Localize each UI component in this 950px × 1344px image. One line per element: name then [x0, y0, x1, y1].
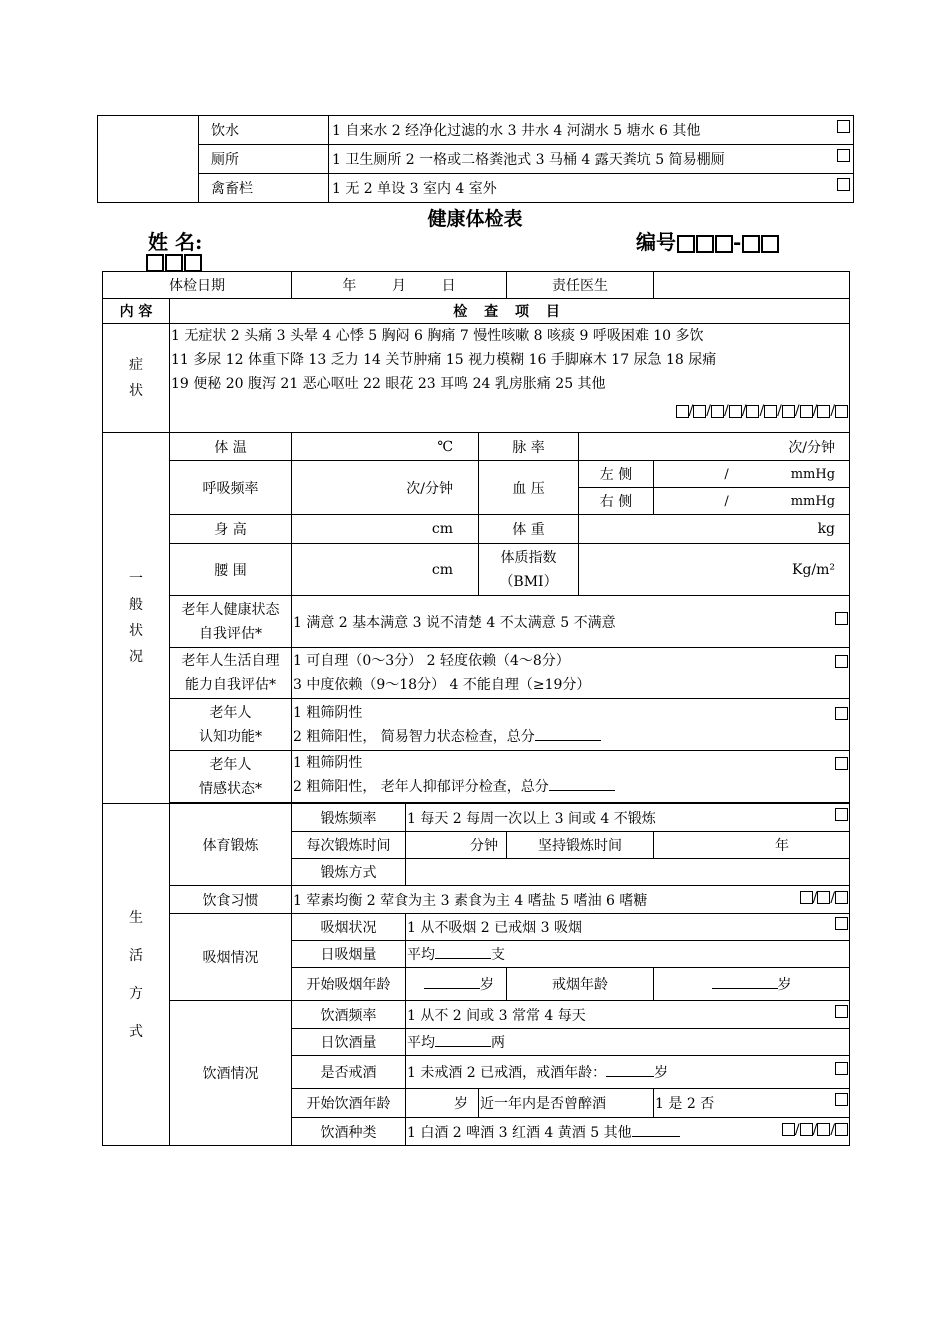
smoke-status-options[interactable]: 1 从不吸烟 2 已戒烟 3 吸烟 [406, 914, 850, 941]
living-conditions-table [97, 115, 854, 203]
checkbox[interactable] [835, 1005, 848, 1018]
bp-label: 血 压 [479, 461, 579, 515]
drink-type-label: 饮酒种类 [292, 1118, 406, 1146]
selfcare-label: 老年人生活自理 能力自我评估* [170, 648, 292, 699]
height-label: 身 高 [170, 515, 292, 544]
exercise-way-field[interactable] [406, 859, 850, 886]
waist-label: 腰 围 [170, 544, 292, 596]
checkbox[interactable] [835, 707, 848, 720]
pulse-label: 脉 率 [479, 433, 579, 461]
health-exam-table [102, 271, 850, 1146]
exam-date-field[interactable]: 年 月 日 [292, 272, 507, 299]
drink-freq-label: 饮酒频率 [292, 1001, 406, 1029]
resp-field[interactable]: 次/分钟 [292, 461, 479, 515]
water-label: 饮水 [199, 116, 329, 145]
weight-label: 体 重 [479, 515, 579, 544]
height-field[interactable]: cm [292, 515, 479, 544]
smoking-label: 吸烟情况 [170, 914, 292, 1001]
bp-left-field[interactable]: / mmHg [654, 461, 850, 488]
doctor-field[interactable] [654, 272, 850, 299]
drink-start-label: 开始饮酒年龄 [292, 1089, 406, 1118]
drunk-options[interactable]: 1 是 2 否 [654, 1089, 850, 1118]
exercise-time-field[interactable]: 分钟 [406, 832, 507, 859]
weight-field[interactable]: kg [579, 515, 850, 544]
bmi-label: 体质指数 （BMI） [479, 544, 579, 596]
cognition-options[interactable]: 1 粗筛阴性 2 粗筛阳性， 简易智力状态检查，总分 [292, 699, 850, 751]
symptoms-label: 症 状 [103, 324, 170, 433]
checkbox[interactable] [835, 655, 848, 668]
lifestyle-label: 生 活 方 式 [103, 804, 170, 1146]
exercise-way-label: 锻炼方式 [292, 859, 406, 886]
drink-freq-options[interactable]: 1 从不 2 间或 3 常常 4 每天 [406, 1001, 850, 1029]
content-header: 内 容 [103, 299, 170, 324]
temp-field[interactable]: ℃ [292, 433, 479, 461]
toilet-label: 厕所 [199, 145, 329, 174]
drink-type-checkboxes[interactable]: / / / [782, 1122, 848, 1138]
smoke-start-label: 开始吸烟年龄 [292, 968, 406, 1001]
exercise-label: 体育锻炼 [170, 804, 292, 886]
smoke-daily-label: 日吸烟量 [292, 941, 406, 968]
selfcare-options[interactable]: 1 可自理（0～3分） 2 轻度依赖（4～8分） 3 中度依赖（9～18分） 4 不能自理（≥19分） [292, 648, 850, 699]
smoke-daily-field[interactable]: 平均 支 [406, 941, 850, 968]
symptom-checkboxes[interactable]: / / / / / / / / / [171, 396, 848, 426]
bmi-field[interactable]: Kg/m² [579, 544, 850, 596]
livestock-label: 禽畜栏 [199, 174, 329, 203]
toilet-options[interactable]: 1 卫生厕所 2 一格或二格粪池式 3 马桶 4 露天粪坑 5 简易棚厕 [329, 145, 854, 174]
doctor-label: 责任医生 [507, 272, 654, 299]
symptoms-options[interactable]: 1 无症状 2 头痛 3 头晕 4 心悸 5 胸闷 6 胸痛 7 慢性咳嗽 8 咳痰 9 呼吸困难 10 多饮 11 多尿 12 体重下降 13 乏力 14 关节肿痛 15 视力模糊 16 手脚麻木 17 尿急 18 尿痛 19 便秘 20 腹泻 21 恶心呕吐 22 眼花 23 耳鸣 24 乳房胀痛 25 其他 / / / / / / / / / [170, 324, 850, 433]
drink-start-field[interactable]: 岁 [406, 1089, 479, 1118]
livestock-options[interactable]: 1 无 2 单设 3 室内 4 室外 [329, 174, 854, 203]
drink-daily-label: 日饮酒量 [292, 1029, 406, 1056]
general-label: 一 般 状 况 [103, 433, 170, 804]
drunk-label: 近一年内是否曾醉酒 [479, 1089, 654, 1118]
temp-label: 体 温 [170, 433, 292, 461]
smoke-quit-label: 戒烟年龄 [507, 968, 654, 1001]
checkbox[interactable] [835, 808, 848, 821]
smoke-status-label: 吸烟状况 [292, 914, 406, 941]
drinking-label: 饮酒情况 [170, 1001, 292, 1146]
exam-date-label: 体检日期 [103, 272, 292, 299]
diet-options[interactable]: 1 荤素均衡 2 荤食为主 3 素食为主 4 嗜盐 5 嗜油 6 嗜糖 / / [292, 886, 850, 914]
checkbox[interactable] [835, 917, 848, 930]
drink-type-options[interactable]: 1 白酒 2 啤酒 3 红酒 4 黄酒 5 其他 / / / [406, 1118, 850, 1146]
name-label: 姓 名: [148, 230, 203, 254]
exercise-years-field[interactable]: 年 [654, 832, 850, 859]
health-status-options[interactable]: 1 满意 2 基本满意 3 说不清楚 4 不太满意 5 不满意 [292, 596, 850, 648]
items-header: 检 查 项 目 [170, 299, 850, 324]
smoke-start-field[interactable]: 岁 [406, 968, 507, 1001]
waist-field[interactable]: cm [292, 544, 479, 596]
drink-daily-field[interactable]: 平均 两 [406, 1029, 850, 1056]
checkbox[interactable] [837, 120, 850, 133]
checkbox[interactable] [835, 1062, 848, 1075]
bp-left-label: 左 侧 [579, 461, 654, 488]
exercise-time-label: 每次锻炼时间 [292, 832, 406, 859]
checkbox[interactable] [837, 149, 850, 162]
drink-quit-label: 是否戒酒 [292, 1056, 406, 1089]
checkbox[interactable] [835, 757, 848, 770]
page-title: 健康体检表 [427, 208, 523, 230]
emotion-label: 老年人 情感状态* [170, 751, 292, 803]
checkbox[interactable] [837, 178, 850, 191]
exercise-years-label: 坚持锻炼时间 [507, 832, 654, 859]
diet-checkboxes[interactable]: / / [800, 890, 848, 906]
checkbox[interactable] [835, 612, 848, 625]
emotion-options[interactable]: 1 粗筛阴性 2 粗筛阳性， 老年人抑郁评分检查，总分 [292, 751, 850, 803]
bp-right-label: 右 侧 [579, 488, 654, 515]
checkbox[interactable] [835, 1093, 848, 1106]
resp-label: 呼吸频率 [170, 461, 292, 515]
diet-label: 饮食习惯 [170, 886, 292, 914]
bp-right-field[interactable]: / mmHg [654, 488, 850, 515]
health-status-label: 老年人健康状态 自我评估* [170, 596, 292, 648]
cognition-label: 老年人 认知功能* [170, 699, 292, 751]
pulse-field[interactable]: 次/分钟 [579, 433, 850, 461]
smoke-quit-field[interactable]: 岁 [654, 968, 850, 1001]
serial-number: 编号 - [636, 226, 779, 255]
exercise-freq-options[interactable]: 1 每天 2 每周一次以上 3 间或 4 不锻炼 [406, 804, 850, 832]
blank-cell [98, 116, 199, 203]
serial-number-cont [145, 249, 202, 273]
water-options[interactable]: 1 自来水 2 经净化过滤的水 3 井水 4 河湖水 5 塘水 6 其他 [329, 116, 854, 145]
drink-quit-options[interactable]: 1 未戒酒 2 已戒酒，戒酒年龄： 岁 [406, 1056, 850, 1089]
exercise-freq-label: 锻炼频率 [292, 804, 406, 832]
